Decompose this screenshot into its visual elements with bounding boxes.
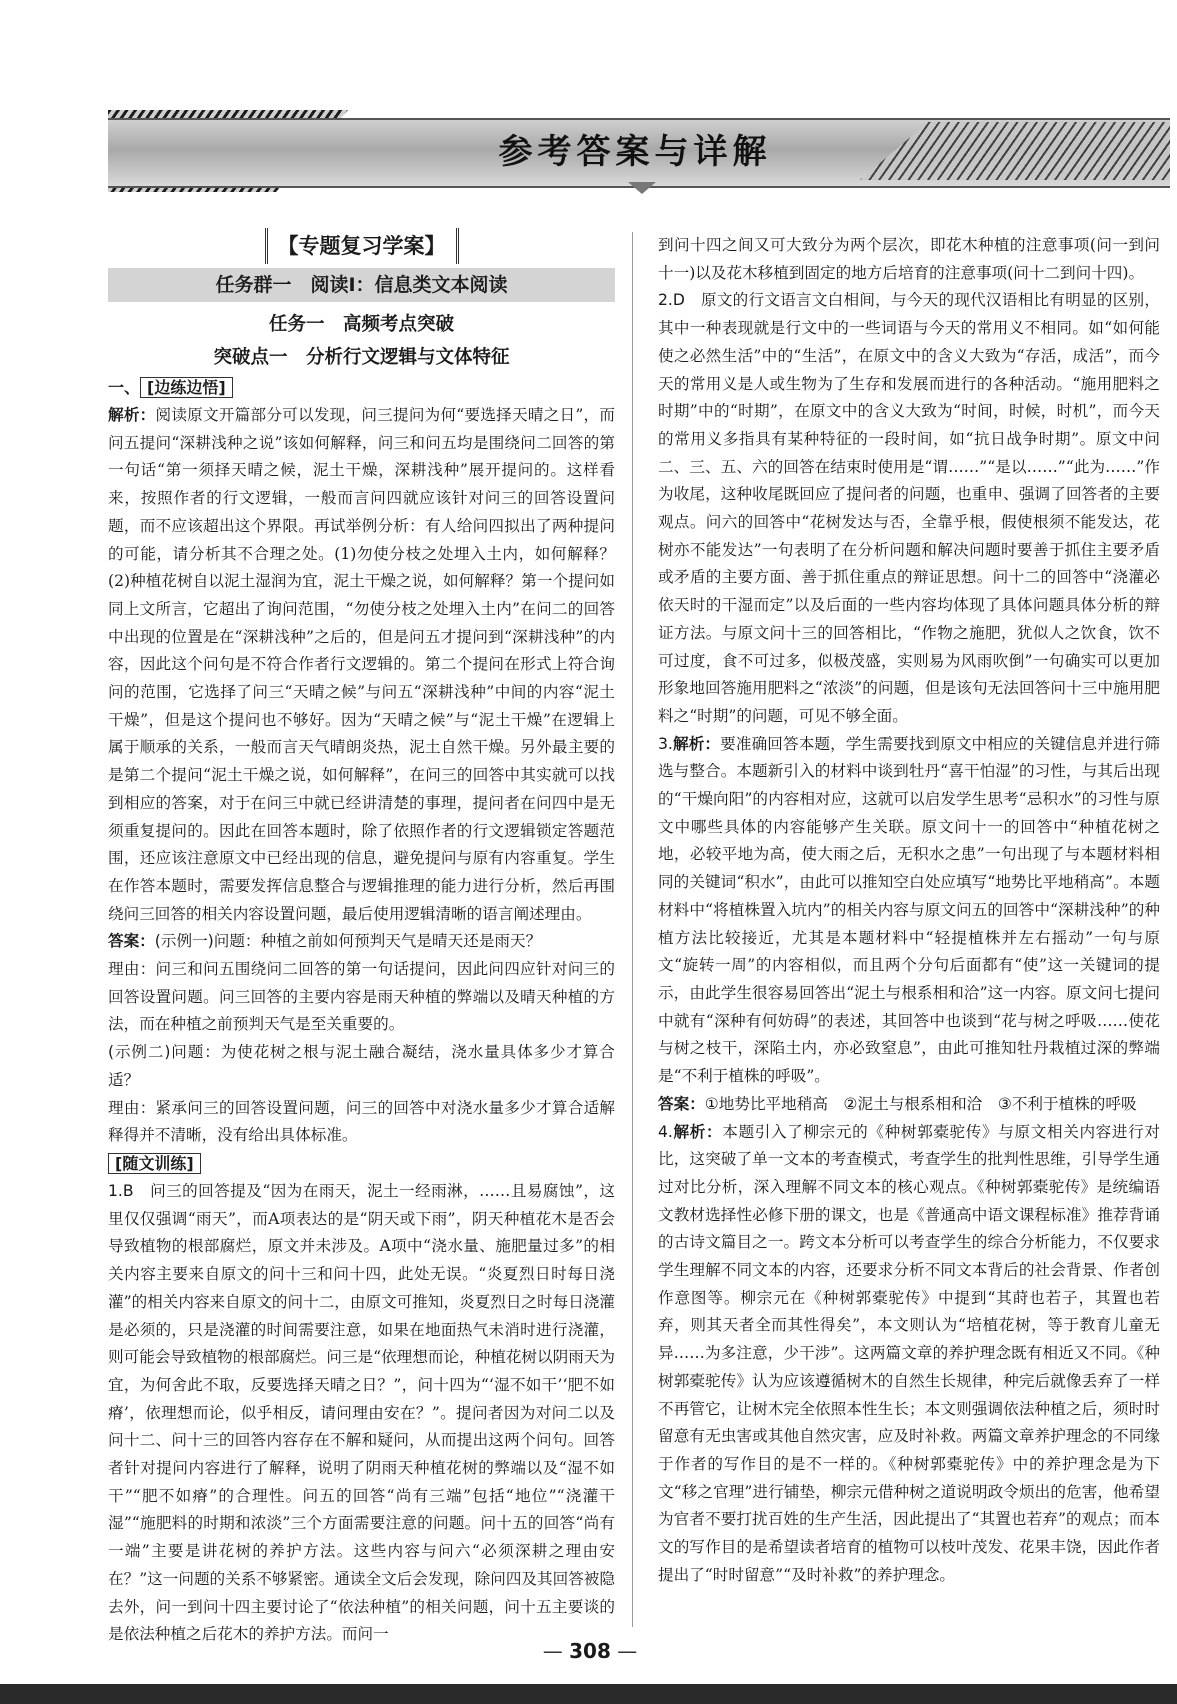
analysis-text: 阅读原文开篇部分可以发现，问三提问为何“要选择天晴之日”，而问五提问“深耕浅种之说”该如何解释，问三和问五均是围绕问二回答的第一句话“第一须择天晴之候，泥土干燥，深耕浅种”展开提问的。这样看来，按照作者的行文逻辑，一般而言问四就应该针对问三的回答设置问题，而不应该超出这个界限。再试举例分析：有人给问四拟出了两种提问的可能，请分析其不合理之处。(1)勿使分枝之处埋入土内，如何解释？(2)种植花树自以泥土湿润为宜，泥土干燥之说，如何解释？第一个提问如同上文所言，它超出了询问范围，“勿使分枝之处埋入土内”在问二的回答中出现的位置是在“深耕浅种”之后的，但是问五才提问到“深耕浅种”的内容，因此这个问句是不符合作者行文逻辑的。第二个提问在形式上符合询问的范围，它选择了问三“天晴之候”与问五“深耕浅种”中间的内容“泥土干燥”，但是这个提问也不够好。因为“天晴之候”与“泥土干燥”在逻辑上属于顺承的关系，一般而言天气晴朗炎热，泥土自然干燥。另外最主要的是第二个提问“泥土干燥之说，如何解释”，在问三的回答中其实就可以找到相应的答案，对于在问三中就已经讲清楚的事理，提问者在问四中是无须重复提问的。因此在回答本题时，除了依照作者的行文逻辑锁定答题范围，还应该注意原文中已经出现的信息，避免提问与原有内容重复。学生在作答本题时，需要发挥信息整合与逻辑推理的能力进行分析，然后再围绕问三回答的相关内容设置问题，最后使用逻辑清晰的语言阐述理由。 bbox=[108, 406, 615, 923]
answer1-reason: 理由：问三和问五围绕问二回答的第一句话提问，因此问四应针对问三的回答设置问题。问三回答的主要内容是雨天种植的弊端以及晴天种植的方法，而在种植之前预判天气是至关重要的。 bbox=[108, 960, 615, 1034]
part-heading-training: [随文训练] bbox=[108, 1150, 615, 1178]
q3-analysis-label: 解析： bbox=[672, 734, 721, 753]
answer-label: 答案： bbox=[108, 932, 155, 951]
q2-answer: D bbox=[672, 291, 685, 310]
right-column bbox=[658, 232, 1160, 1589]
part-box-label: 边练边悟 bbox=[154, 378, 219, 397]
task-group-heading: 任务群一 阅读Ⅰ：信息类文本阅读 bbox=[108, 268, 615, 302]
q3-text: 要准确回答本题，学生需要找到原文中相应的关键信息并进行筛选与整合。本题新引入的材料中谈到牡丹“喜干怕湿”的习性，与其后出现的“干燥向阳”的内容相对应，这就可以启发学生思考“忌积水”的习性与原文中哪些具体的内容能够产生关联。原文问十一的回答中“种植花树之地，必较平地为高，使大雨之后，无积水之患”一句出现了与本题材料相同的关键词“积水”，由此可以推知空白处应填写“地势比平地稍高”。本题材料中“将植株置入坑内”的相关内容与原文问五的回答中“深耕浅种”的种植方法比较接近，尤其是本题材料中“轻提植株并左右摇动”一句与原文“旋转一周”的内容相似，而且两个分句后面都有“使”这一关键词的提示，由此学生很容易回答出“泥土与根系相和洽”这一内容。原文问七提问中就有“深种有何妨碍”的表述，其回答中也谈到“花与树之呼吸……使花与树之枝干，深陷土内，亦必致窒息”，由此可推知牡丹栽植过深的弊端是“不利于植株的呼吸”。 bbox=[658, 734, 1160, 1086]
question-4 bbox=[658, 1119, 1160, 1590]
continued-text: 到问十四之间又可大致分为两个层次，即花木种植的注意事项(问一到问十一)以及花木移植到固定的地方后培育的注意事项(问十二到问十四)。 bbox=[658, 236, 1160, 282]
answer1-question: (示例一)问题：种植之前如何预判天气是晴天还是雨天？ bbox=[154, 932, 542, 951]
breakthrough-heading: 突破点一 分析行文逻辑与文体特征 bbox=[213, 347, 510, 368]
answer2-question: (示例二)问题：为使花树之根与泥土融合凝结，浇水量具体多少才算合适？ bbox=[108, 1043, 615, 1089]
page-number: — 308 — bbox=[542, 1639, 638, 1663]
analysis-label: 解析： bbox=[108, 406, 156, 424]
q3-answer-label: 答案： bbox=[658, 1094, 705, 1113]
scan-bottom-edge bbox=[0, 1684, 1177, 1704]
page-title: 参考答案与详解 bbox=[498, 132, 772, 172]
q3-answer-paragraph bbox=[658, 1091, 1160, 1119]
q1-number: 1. bbox=[108, 1181, 123, 1200]
question-2 bbox=[658, 287, 1160, 730]
q3-number: 3. bbox=[658, 734, 673, 753]
column-divider bbox=[632, 232, 633, 1627]
page-number-value: 308 bbox=[569, 1639, 611, 1663]
q2-number: 2. bbox=[658, 291, 673, 310]
q1-answer: B bbox=[122, 1181, 134, 1200]
left-column bbox=[108, 228, 615, 1649]
q4-number: 4. bbox=[658, 1122, 673, 1141]
answer-paragraph-1 bbox=[108, 928, 615, 956]
task-heading: 任务一 高频考点突破 bbox=[268, 314, 454, 335]
part-prefix: 一、 bbox=[108, 378, 141, 397]
part2-box-label: 随文训练 bbox=[122, 1153, 187, 1173]
question-1 bbox=[108, 1178, 615, 1649]
q2-text: 原文的行文语言文白相间，与今天的现代汉语相比有明显的区别，其中一种表现就是行文中的一些词语与今天的常用义不相同。如“如何能使之必然生活”中的“生活”，在原文中的含义大致为“存活，成活”，而今天的常用义是人或生物为了生存和发展而进行的各种活动。“施用肥料之时期”中的“时期”，在原文中的含义大致为“时间，时候，时机”，而今天的常用义多指具有某种特征的一段时间，如“抗日战争时期”。原文中问二、三、五、六的回答在结束时使用是“谓……”“是以……”“此为……”作为收尾，这种收尾既回应了提问者的问题，也重申、强调了回答者的主要观点。问六的回答中“花树发达与否，全靠乎根，假使根须不能发达，花树亦不能发达”一句表明了在分析问题和解决问题时要善于抓住主要矛盾或矛盾的主要方面、善于抓住重点的辩证思想。问十二的回答中“浇灌必依天时的干湿而定”以及后面的一些内容均体现了具体问题具体分析的辩证方法。与原文问十三的回答相比，“作物之施肥，犹似人之饮食，饮不可过度，食不可过多，似极茂盛，实则易为风雨吹倒”一句确实可以更加形象地回答施用肥料之“浓淡”的问题，但是该句无法回答问十三中施用肥料之“时期”的问题，可见不够全面。 bbox=[658, 291, 1160, 725]
q4-analysis-label: 解析： bbox=[672, 1122, 723, 1141]
part-heading-practice: 一、 [边练边悟] bbox=[108, 374, 615, 402]
question-3 bbox=[658, 731, 1160, 1091]
q1-text: 问三的回答提及“因为在雨天，泥土一经雨淋，……且易腐蚀”，这里仅仅强调“雨天”，而A项表达的是“阴天或下雨”，阴天种植花木是否会导致植物的根部腐烂，原文并未涉及。A项中“浇水量、施肥量过多”的相关内容主要来自原文的问十三和问十四，此处无误。“炎夏烈日时每日浇灌”的相关内容来自原文的问十二，由原文可推知，炎夏烈日之时每日浇灌是必须的，只是浇灌的时间需要注意，如果在地面热气未消时进行浇灌，则可能会导致植物的根部腐烂。问三是“依理想而论，种植花树以阴雨天为宜，为何舍此不取，反要选择天晴之日？”，问十四为“‘湿不如干’‘肥不如瘠’，依理想而论，似乎相反，请问理由安在？”。提问者因为对问二以及问十二、问十三的回答内容存在不解和疑问，从而提出这两个问句。回答者针对提问内容进行了解释，说明了阴雨天种植花树的弊端以及“湿不如干”“肥不如瘠”的合理性。问五的回答“尚有三端”包括“地位”“浇灌干湿”“施肥料的时期和浓淡”三个方面需要注意的问题。问十五的回答“尚有一端”主要是讲花树的养护方法。这些内容与问六“必须深耕之理由安在？”这一问题的关系不够紧密。通读全文后会发现，除问四及其回答被隐去外，问一到问十四主要讨论了“依法种植”的相关问题，问十五主要谈的是依法种植之后花木的养护方法。而问一 bbox=[108, 1181, 615, 1644]
banner-notch bbox=[628, 182, 656, 194]
q4-text: 本题引入了柳宗元的《种树郭橐驼传》与原文相关内容进行对比，这突破了单一文本的考查模式，考查学生的批判性思维，引导学生通过对比分析，深入理解不同文本的核心观点。《种树郭橐驼传》是统编语文教材选择性必修下册的课文，也是《普通高中语文课程标准》推荐背诵的古诗文篇目之一。跨文本分析可以考查学生的综合分析能力，不仅要求学生理解不同文本的内容，还要求分析不同文本背后的社会背景、作者创作意图等。柳宗元在《种树郭橐驼传》中提到“其莳也若子，其置也若弃，则其天者全而其性得矣”，本文则认为“培植花树，等于教育儿童无异……为多注意，少干涉”。这两篇文章的养护理念既有相近又不同。《种树郭橐驼传》认为应该遵循树木的自然生长规律，种完后就像丢弃了一样不再管它，让树木完全依照本性生长；本文则强调依法种植之后，须时时留意有无虫害或其他自然灾害，应及时补救。两篇文章养护理念的不同缘于作者的写作目的是不一样的。《种树郭橐驼传》中的养护理念是为下文“移之官理”进行铺垫，柳宗元借种树之道说明政令烦出的危害，他希望为官者不要打扰百姓的生产生活，因此提出了“其置也若弃”的观点；而本文的写作目的是希望读者培育的植物可以枝叶茂发、花果丰饶，因此作者提出了“时时留意”“及时补救”的养护理念。 bbox=[658, 1122, 1160, 1584]
section-title: 【专题复习学案】 bbox=[108, 228, 615, 264]
section-title-text: 专题复习学案 bbox=[298, 234, 425, 258]
analysis-paragraph bbox=[108, 402, 615, 928]
answer2-reason: 理由：紧承问三的回答设置问题，问三的回答中对浇水量多少才算合适解释得并不清晰，没有给出具体标准。 bbox=[108, 1098, 615, 1145]
q3-answer: ①地势比平地稍高 ②泥土与根系相和洽 ③不利于植株的呼吸 bbox=[704, 1094, 1137, 1113]
